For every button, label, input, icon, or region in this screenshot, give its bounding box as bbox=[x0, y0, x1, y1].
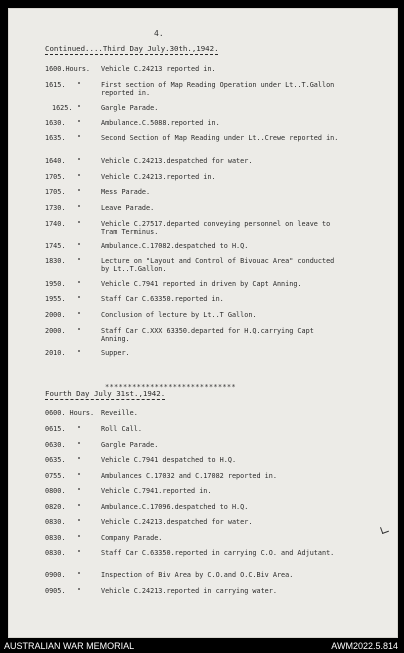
entry-description: Lecture on "Layout and Control of Bivouac Area" conducted by Lt..T.Gallon. bbox=[101, 257, 335, 273]
ditto-mark: " bbox=[77, 134, 82, 142]
entry-time: 1740. bbox=[45, 220, 66, 228]
ditto-mark: " bbox=[77, 188, 82, 196]
entry-description: Inspection of Biv Area by C.O.and O.C.Biv Area. bbox=[101, 571, 294, 579]
ditto-mark: " bbox=[77, 311, 82, 319]
entry-time: 1730. bbox=[45, 204, 66, 212]
entry-time: 0630. bbox=[45, 441, 66, 449]
ditto-mark: " bbox=[77, 257, 82, 265]
entry-description: Ambulances C.17032 and C.17082 reported in. bbox=[101, 472, 277, 480]
entry-description: Vehicle C.27517.departed conveying personnel on leave to Tram Terminus. bbox=[101, 220, 331, 236]
section-heading-third-day: Continued....Third Day July.30th.,1942. bbox=[45, 44, 219, 53]
ditto-mark: " bbox=[77, 295, 82, 303]
entry-time: 1705. bbox=[45, 188, 66, 196]
document-page bbox=[8, 8, 398, 638]
entry-description: Ambulance.C.17096.despatched to H.Q. bbox=[101, 503, 249, 511]
footer-institution: AUSTRALIAN WAR MEMORIAL bbox=[4, 641, 135, 651]
ditto-mark: " bbox=[77, 441, 82, 449]
ditto-mark: " bbox=[77, 280, 82, 288]
ditto-mark: " bbox=[77, 157, 82, 165]
entry-time: 0600. Hours. bbox=[45, 409, 95, 417]
entry-description: Staff Car C.XXX 63350.departed for H.Q.carrying Capt Anning. bbox=[101, 327, 314, 343]
footer-catalogue-id: AWM2022.5.814 bbox=[331, 641, 398, 651]
entry-time: 2000. bbox=[45, 327, 66, 335]
entry-description: Vehicle C.24213.despatched for water. bbox=[101, 157, 253, 165]
entry-time: 0820. bbox=[45, 503, 66, 511]
ditto-mark: " bbox=[77, 534, 82, 542]
entry-time: 1705. bbox=[45, 173, 66, 181]
entry-time: 0800. bbox=[45, 487, 66, 495]
entry-time: 2010. bbox=[45, 349, 66, 357]
ditto-mark: " bbox=[77, 503, 82, 511]
ditto-mark: " bbox=[77, 571, 82, 579]
entry-time: 0830. bbox=[45, 534, 66, 542]
ditto-mark: " bbox=[77, 487, 82, 495]
entry-description: Vehicle C.7941 despatched to H.Q. bbox=[101, 456, 237, 464]
entry-description: Vehicle C.7941.reported in. bbox=[101, 487, 212, 495]
ditto-mark: " bbox=[77, 472, 82, 480]
ditto-mark: " bbox=[77, 349, 82, 357]
entry-description: Roll Call. bbox=[101, 425, 142, 433]
ditto-mark: " bbox=[77, 425, 82, 433]
entry-time: 1600.Hours. bbox=[45, 65, 91, 73]
ditto-mark: " bbox=[77, 242, 82, 250]
ditto-mark: " bbox=[77, 456, 82, 464]
entry-time: 0900. bbox=[45, 571, 66, 579]
entry-description: Staff Car C.63350.reported in carrying C.O. and Adjutant. bbox=[101, 549, 335, 557]
entry-description: Gargle Parade. bbox=[101, 441, 159, 449]
entry-time: 0830. bbox=[45, 549, 66, 557]
entry-time: 0615. bbox=[45, 425, 66, 433]
entry-description: Vehicle C.24213.reported in. bbox=[101, 173, 216, 181]
archive-footer bbox=[0, 640, 404, 653]
entry-time: 0755. bbox=[45, 472, 66, 480]
entry-time: 1955. bbox=[45, 295, 66, 303]
page-number: 4. bbox=[154, 29, 164, 38]
entry-description: Conclusion of lecture by Lt..T Gallon. bbox=[101, 311, 257, 319]
entry-description: Company Parade. bbox=[101, 534, 163, 542]
ditto-mark: " bbox=[77, 549, 82, 557]
ditto-mark: " bbox=[77, 518, 82, 526]
entry-time: 1950. bbox=[45, 280, 66, 288]
ditto-mark: " bbox=[77, 173, 82, 181]
entry-description: Ambulance.C.5088.reported in. bbox=[101, 119, 220, 127]
entry-time: 1830. bbox=[45, 257, 66, 265]
ditto-mark: " bbox=[77, 81, 82, 89]
pencil-tick-mark bbox=[380, 525, 389, 534]
entry-time: 1630. bbox=[45, 119, 66, 127]
separator-stars: ***************************** bbox=[105, 383, 236, 391]
entry-time: 0830. bbox=[45, 518, 66, 526]
ditto-mark: " bbox=[77, 327, 82, 335]
entry-description: Gargle Parade. bbox=[101, 104, 159, 112]
entry-time: 1635. bbox=[45, 134, 66, 142]
entry-description: Vehicle C.24213.despatched for water. bbox=[101, 518, 253, 526]
entry-time: 1745. bbox=[45, 242, 66, 250]
entry-time: 0905. bbox=[45, 587, 66, 595]
entry-description: Vehicle C.7941 reported in driven by Capt Anning. bbox=[101, 280, 302, 288]
section-heading-fourth-day: Fourth Day July 31st.,1942. bbox=[45, 389, 166, 398]
entry-description: Supper. bbox=[101, 349, 130, 357]
entry-time: 2000. bbox=[45, 311, 66, 319]
entry-time: 1625. bbox=[52, 104, 73, 112]
entry-description: First section of Map Reading Operation under Lt..T.Gallon reported in. bbox=[101, 81, 335, 97]
entry-time: 1640. bbox=[45, 157, 66, 165]
entry-description: Leave Parade. bbox=[101, 204, 155, 212]
ditto-mark: " bbox=[77, 204, 82, 212]
entry-description: Staff Car C.63350.reported in. bbox=[101, 295, 224, 303]
entry-description: Mess Parade. bbox=[101, 188, 151, 196]
ditto-mark: " bbox=[77, 220, 82, 228]
entry-description: Reveille. bbox=[101, 409, 138, 417]
entry-description: Second Section of Map Reading under Lt..Crewe reported in. bbox=[101, 134, 339, 142]
entry-description: Vehicle C.24213 reported in. bbox=[101, 65, 216, 73]
entry-time: 0635. bbox=[45, 456, 66, 464]
entry-time: 1615. bbox=[45, 81, 66, 89]
ditto-mark: " bbox=[77, 104, 82, 112]
entry-description: Ambulance.C.17082.despatched to H.Q. bbox=[101, 242, 249, 250]
entry-description: Vehicle C.24213.reported in carrying water. bbox=[101, 587, 277, 595]
ditto-mark: " bbox=[77, 587, 82, 595]
ditto-mark: " bbox=[77, 119, 82, 127]
